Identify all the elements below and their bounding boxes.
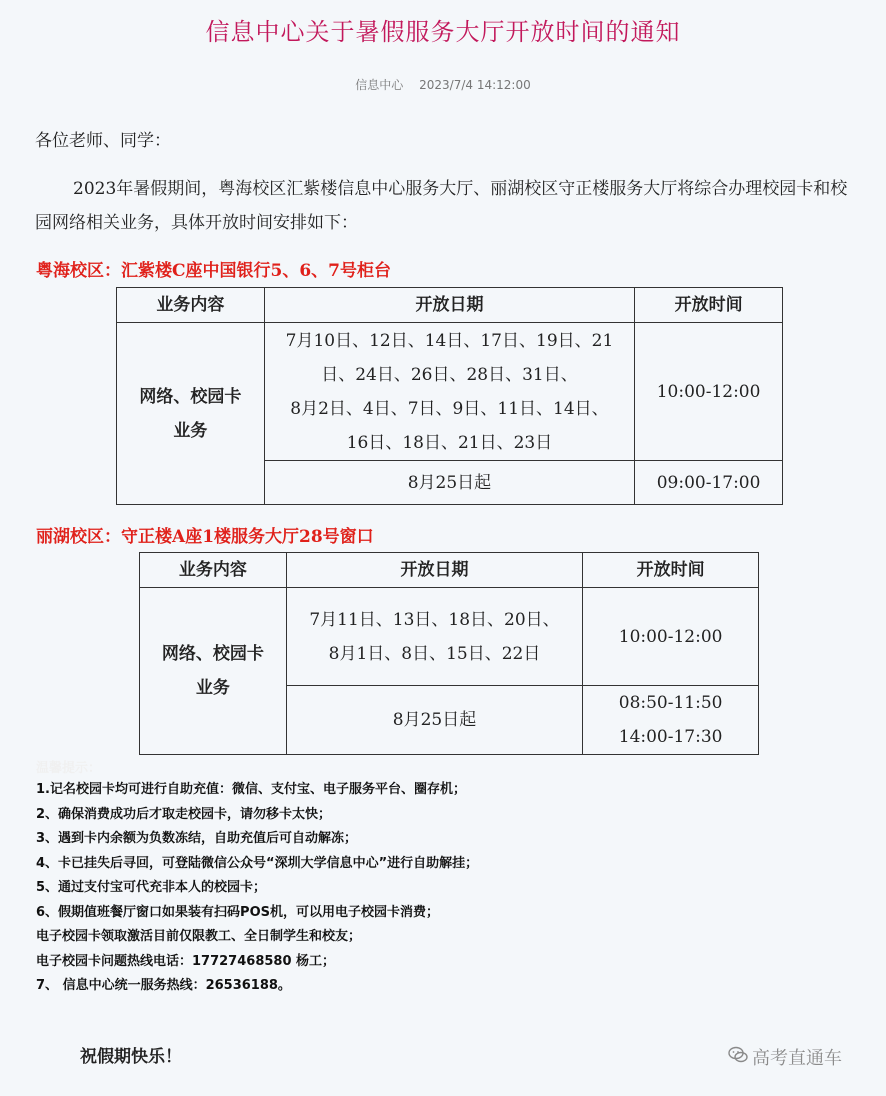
header-dates: 开放日期	[264, 288, 634, 323]
salutation: 各位老师、同学：	[35, 131, 171, 151]
date-line: 8月25日起	[407, 472, 492, 493]
yuehai-schedule-table	[116, 287, 783, 505]
table-row	[140, 588, 759, 686]
dates-cell	[264, 461, 634, 505]
table-row	[117, 323, 783, 461]
service-line: 业务	[195, 678, 230, 698]
time-line: 08:50-11:50	[618, 693, 723, 713]
date-line: 7月11日、13日、18日、20日、	[309, 609, 560, 630]
lihu-campus-heading: 丽湖校区：守正楼A座1楼服务大厅28号窗口	[36, 527, 374, 547]
service-cell	[117, 323, 265, 505]
date-line: 8月1日、8日、15日、22日	[328, 643, 541, 664]
tips-section	[36, 760, 856, 999]
table-header-row	[140, 553, 759, 588]
date-line: 8月25日起	[392, 710, 477, 730]
tip-item: 7、 信息中心统一服务热线：26536188。	[36, 978, 291, 993]
date-line: 8月2日、4日、7日、9日、11日、14日、	[290, 398, 609, 419]
dates-cell	[286, 686, 582, 755]
date-line: 日、24日、26日、28日、31日、	[321, 364, 578, 385]
tip-item: 1.记名校园卡均可进行自助充值：微信、支付宝、电子服务平台、圈存机；	[36, 782, 466, 797]
lihu-schedule-table	[139, 552, 759, 755]
service-line: 业务	[173, 420, 208, 441]
header-times: 开放时间	[635, 288, 783, 323]
watermark-text: 高考直通车	[752, 1048, 842, 1069]
article-title: 信息中心关于暑假服务大厅开放时间的通知	[205, 18, 681, 46]
times-cell	[583, 588, 759, 686]
time-line: 14:00-17:30	[618, 727, 723, 747]
times-cell	[635, 323, 783, 461]
closing-greeting: 祝假期快乐！	[80, 1047, 182, 1067]
article-meta	[0, 76, 886, 93]
times-cell	[635, 461, 783, 505]
table-header-row	[117, 288, 783, 323]
tip-item: 电子校园卡问题热线电话：17727468580 杨工；	[36, 953, 336, 969]
tip-item: 2、确保消费成功后才取走校园卡，请勿移卡太快；	[36, 806, 332, 822]
time-line: 10:00-12:00	[656, 381, 761, 402]
service-line: 网络、校园卡	[161, 644, 264, 664]
intro-paragraph: 2023年暑假期间，粤海校区汇紫楼信息中心服务大厅、丽湖校区守正楼服务大厅将综合办理校园卡和校园网络相关业务，具体开放时间安排如下：	[35, 179, 848, 233]
tip-item: 5、通过支付宝可代充非本人的校园卡；	[36, 880, 267, 895]
watermark	[728, 1044, 842, 1070]
tip-item: 4、卡已挂失后寻回，可登陆微信公众号“深圳大学信息中心”进行自助解挂；	[36, 855, 479, 871]
tip-item: 3、遇到卡内余额为负数冻结，自助充值后可自动解冻；	[36, 831, 358, 846]
service-cell	[140, 588, 287, 755]
dates-cell	[264, 323, 634, 461]
tips-title: 温馨提示：	[36, 761, 102, 776]
article-source[interactable]: 信息中心	[355, 78, 404, 92]
article-datetime: 2023/7/4 14:12:00	[419, 78, 531, 92]
wechat-icon	[728, 1046, 752, 1069]
times-cell	[583, 686, 759, 755]
date-line: 16日、18日、21日、23日	[346, 432, 553, 453]
dates-cell	[286, 588, 582, 686]
header-dates: 开放日期	[286, 553, 582, 588]
tip-item: 电子校园卡领取激活目前仅限教工、全日制学生和校友；	[36, 929, 362, 944]
date-line: 7月10日、12日、14日、17日、19日、21	[285, 330, 614, 351]
time-line: 09:00-17:00	[656, 472, 761, 493]
tip-item: 6、假期值班餐厅窗口如果装有扫码POS机，可以用电子校园卡消费；	[36, 904, 439, 920]
service-line: 网络、校园卡	[139, 386, 242, 407]
header-service: 业务内容	[140, 553, 287, 588]
header-times: 开放时间	[583, 553, 759, 588]
yuehai-campus-heading: 粤海校区：汇紫楼C座中国银行5、6、7号柜台	[36, 261, 392, 281]
header-service: 业务内容	[117, 288, 265, 323]
time-line: 10:00-12:00	[618, 626, 723, 647]
